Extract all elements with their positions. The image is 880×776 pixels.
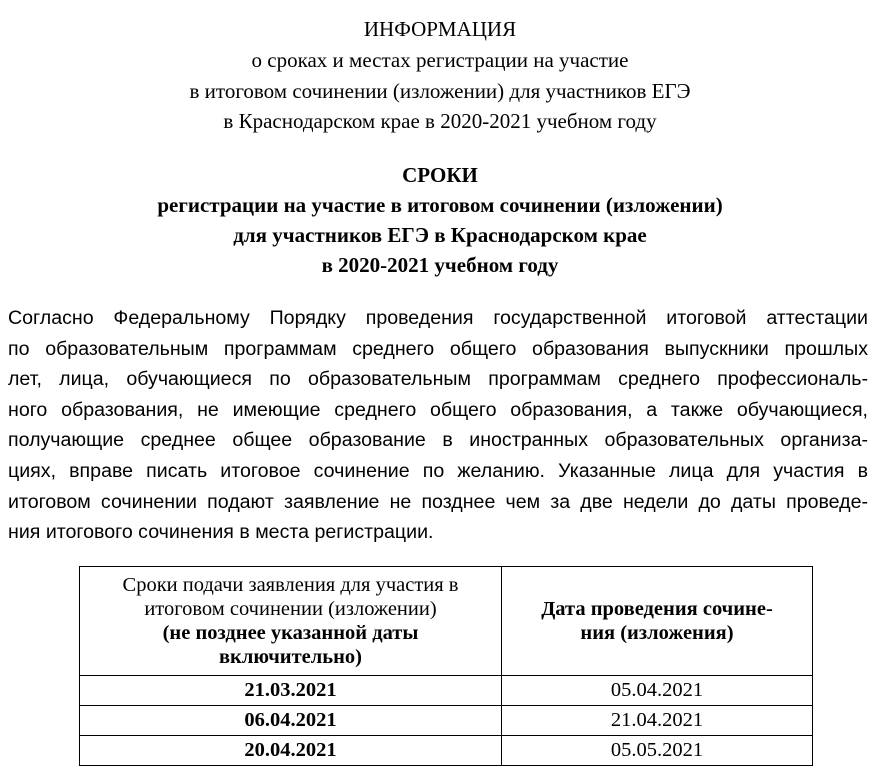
body-paragraph	[8, 303, 868, 548]
exam-date-cell: 21.04.2021	[502, 706, 813, 736]
paragraph-line: по образовательным программам среднего общего образования выпускники прошлых	[8, 337, 868, 360]
header-text: итоговом сочинении (изложении)	[144, 598, 437, 620]
paragraph-line: циях, вправе писать итоговое сочинение по желанию. Указанные лица для участия в	[8, 459, 868, 482]
paragraph-line: ния итогового сочинения в места регистрации.	[8, 521, 434, 544]
header-note: включительно)	[218, 646, 363, 668]
dates-table	[79, 566, 813, 766]
header-text: ния (изложения)	[580, 622, 734, 644]
section-title: СРОКИ	[402, 163, 478, 187]
table-row	[80, 706, 813, 736]
info-subtitle-line: в итоговом сочинении (изложении) для участников ЕГЭ	[189, 79, 691, 103]
paragraph-line: лет, лица, обучающиеся по образовательным программам среднего профессиональ-	[8, 368, 868, 391]
section-subtitle-line: регистрации на участие в итоговом сочинении (изложении)	[157, 193, 723, 217]
exam-date-cell: 05.05.2021	[502, 736, 813, 766]
exam-date-column-header	[502, 567, 813, 676]
deadline-cell: 21.03.2021	[80, 676, 502, 706]
paragraph-line: итоговом сочинении подают заявление не позднее чем за две недели до даты проведе-	[8, 490, 868, 513]
section-subtitle-line: для участников ЕГЭ в Краснодарском крае	[233, 223, 647, 247]
table-row	[80, 736, 813, 766]
table-header-row	[80, 567, 813, 676]
paragraph-line: Согласно Федеральному Порядку проведения государственной итоговой аттестации	[8, 307, 868, 329]
header-text: Дата проведения сочине-	[541, 598, 773, 620]
header-text: Сроки подачи заявления для участия в	[122, 574, 459, 596]
info-subtitle-line: в Краснодарском крае в 2020-2021 учебном году	[223, 109, 657, 133]
exam-date-cell: 05.04.2021	[502, 676, 813, 706]
deadline-cell: 20.04.2021	[80, 736, 502, 766]
paragraph-line: получающие среднее общее образование в иностранных образовательных организа-	[8, 429, 868, 452]
info-title: ИНФОРМАЦИЯ	[363, 17, 517, 41]
paragraph-line: ного образования, не имеющие среднего общего образования, а также обучающиеся,	[8, 398, 868, 421]
deadline-column-header	[80, 567, 502, 676]
deadline-cell: 06.04.2021	[80, 706, 502, 736]
header-note: (не позднее указанной даты	[162, 622, 419, 644]
section-subtitle-line: в 2020-2021 учебном году	[321, 253, 559, 277]
table-row	[80, 676, 813, 706]
info-subtitle-line: о сроках и местах регистрации на участие	[251, 48, 629, 72]
